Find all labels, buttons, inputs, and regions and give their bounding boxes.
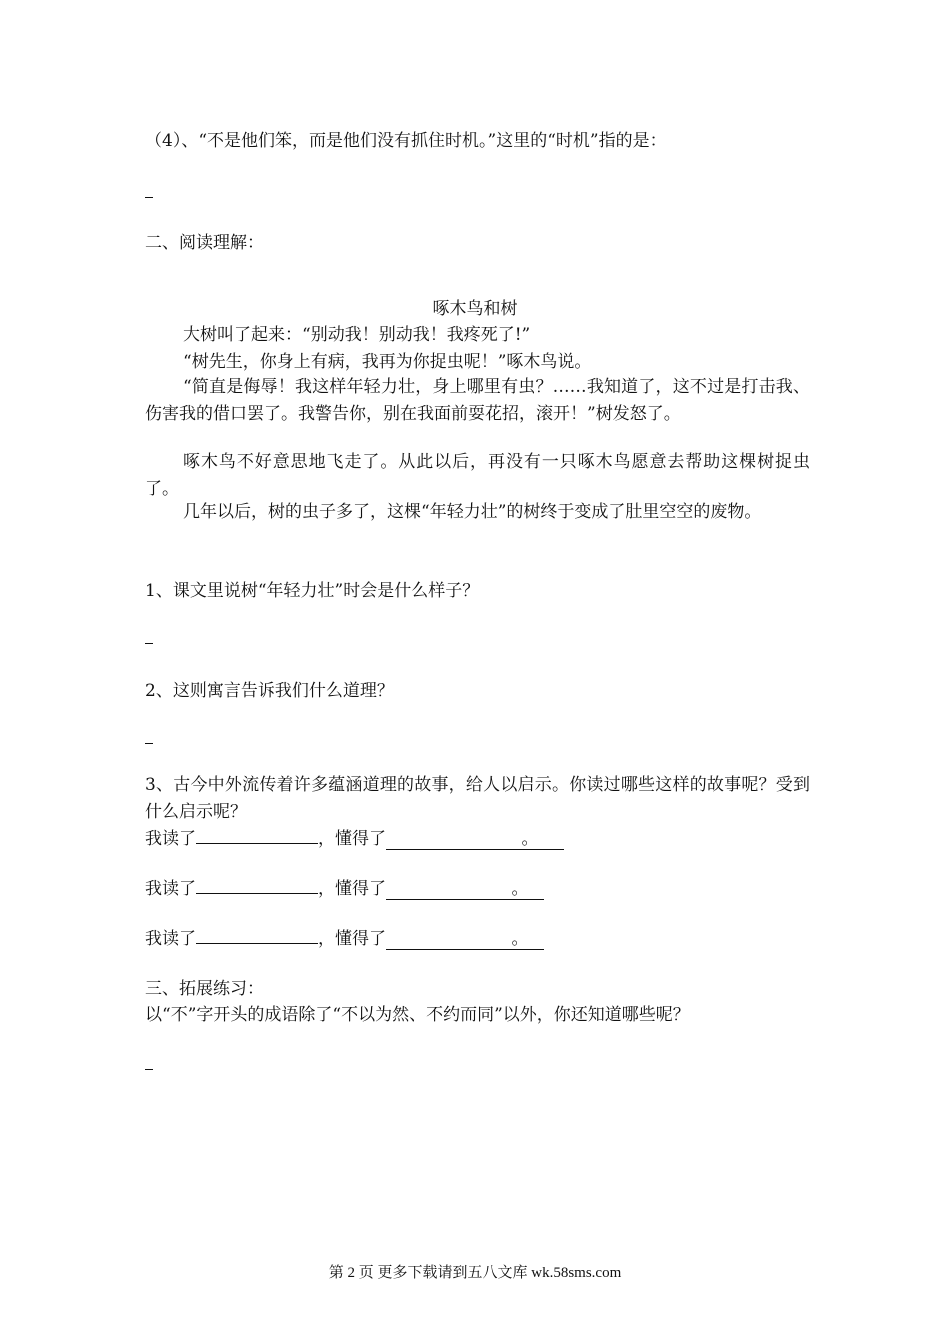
section-3-question: 以“不”字开头的成语除了“不以为然、不约而同”以外，你还知道哪些呢？ bbox=[145, 1005, 690, 1025]
story-paragraph-5: 几年以后，树的虫子多了，这棵“年轻力壮”的树终于变成了肚里空空的废物。 bbox=[183, 502, 762, 522]
fill-row-3 bbox=[145, 924, 544, 950]
section-3-heading: 三、拓展练习： bbox=[145, 979, 264, 999]
fill-middle: ，懂得了 bbox=[318, 929, 386, 949]
fill-middle: ，懂得了 bbox=[318, 829, 386, 849]
story-title: 啄木鸟和树 bbox=[432, 299, 518, 319]
fill-prefix: 我读了 bbox=[145, 929, 196, 949]
section-2-heading: 二、阅读理解： bbox=[145, 233, 264, 253]
story-paragraph-3: “简直是侮辱！我这样年轻力壮，身上哪里有虫？……我知道了，这不过是打击我、伤害我的借口罢了。我警告你，别在我面前耍花招，滚开！”树发怒了。 bbox=[145, 377, 810, 424]
question-3: 3、古今中外流传着许多蕴涵道理的故事，给人以启示。你读过哪些这样的故事呢？受到什么启示呢？ bbox=[145, 775, 810, 822]
story-paragraph-2: “树先生，你身上有病，我再为你捉虫呢！”啄木鸟说。 bbox=[183, 352, 592, 372]
story-paragraph-1: 大树叫了起来：“别动我！别动我！我疼死了!” bbox=[183, 325, 531, 345]
answer-line-q4[interactable] bbox=[145, 197, 153, 198]
question-4: （4）、“不是他们笨，而是他们没有抓住时机。”这里的“时机”指的是： bbox=[145, 131, 667, 151]
book-blank-3[interactable] bbox=[196, 924, 318, 944]
fill-end: 。 bbox=[511, 879, 529, 899]
answer-line-section-3[interactable] bbox=[145, 1069, 153, 1070]
answer-line-q2[interactable] bbox=[145, 743, 153, 744]
fill-middle: ，懂得了 bbox=[318, 879, 386, 899]
lesson-blank-1[interactable] bbox=[386, 830, 564, 850]
lesson-blank-3[interactable] bbox=[386, 930, 544, 950]
fill-end: 。 bbox=[521, 829, 539, 849]
fill-row-2 bbox=[145, 874, 544, 900]
page-footer: 第 2 页 更多下载请到五八文库 wk.58sms.com bbox=[328, 1265, 622, 1281]
fill-prefix: 我读了 bbox=[145, 879, 196, 899]
book-blank-2[interactable] bbox=[196, 874, 318, 894]
question-2: 2、这则寓言告诉我们什么道理？ bbox=[145, 681, 394, 701]
fill-prefix: 我读了 bbox=[145, 829, 196, 849]
fill-row-1 bbox=[145, 824, 564, 850]
question-1: 1、课文里说树“年轻力壮”时会是什么样子？ bbox=[145, 581, 480, 601]
fill-end: 。 bbox=[511, 929, 529, 949]
book-blank-1[interactable] bbox=[196, 824, 318, 844]
story-paragraph-4: 啄木鸟不好意思地飞走了。从此以后，再没有一只啄木鸟愿意去帮助这棵树捉虫了。 bbox=[145, 452, 810, 499]
lesson-blank-2[interactable] bbox=[386, 880, 544, 900]
answer-line-q1[interactable] bbox=[145, 643, 153, 644]
